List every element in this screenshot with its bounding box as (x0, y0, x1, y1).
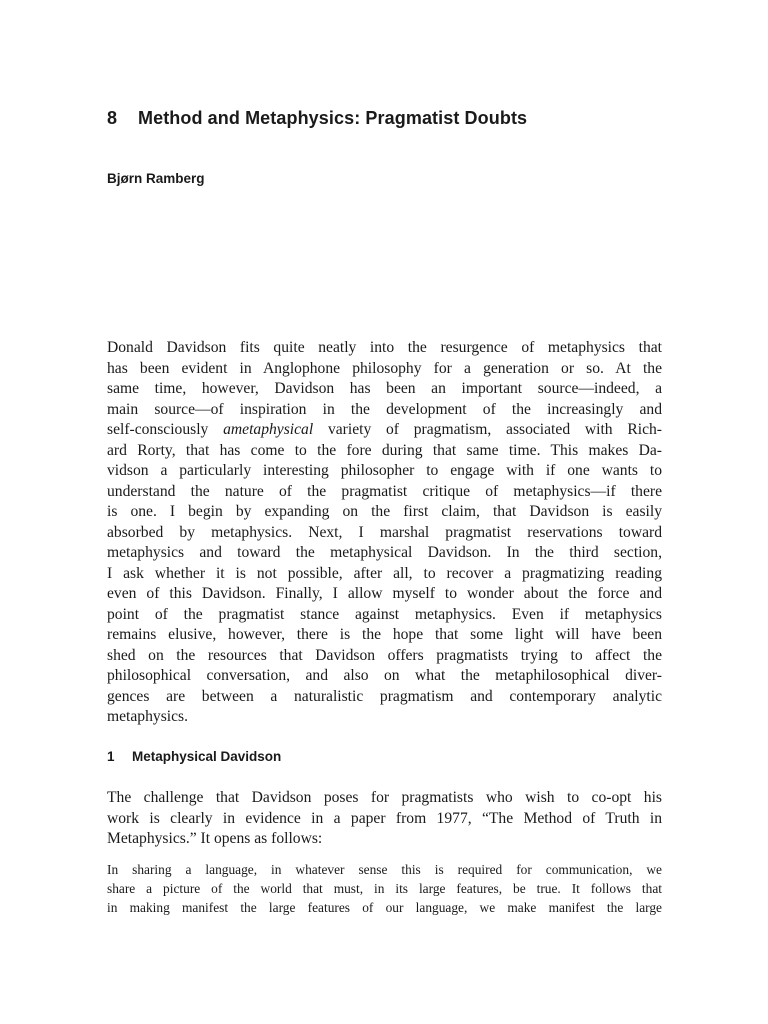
italic-term: ametaphysical (223, 421, 314, 438)
chapter-title-text: Method and Metaphysics: Pragmatist Doubts (138, 108, 528, 128)
text-line: metaphysics. (107, 708, 188, 725)
intro-paragraph (107, 338, 662, 728)
text-line: shed on the resources that Davidson offers pragmatists trying to affect the (107, 646, 662, 664)
block-quote (107, 860, 662, 917)
text-line: point of the pragmatist stance against metaphysics. Even if metaphysics (107, 605, 662, 623)
text-line-with-italic (107, 420, 662, 441)
text-line: work is clearly in evidence in a paper from 1977, “The Method of Truth in (107, 809, 662, 827)
text-line: main source—of inspiration in the development of the increasingly and (107, 400, 662, 418)
book-page (107, 0, 662, 1024)
text-line: vidson a particularly interesting philosopher to engage with if one wants to (107, 462, 662, 479)
text-line: philosophical conversation, and also on what the metaphilosophical diver- (107, 667, 662, 684)
chapter-title (107, 108, 662, 129)
text-line: Metaphysics.” It opens as follows: (107, 830, 323, 847)
section-heading (107, 749, 281, 764)
text-fragment: variety of pragmatism, associated with Rich- (327, 421, 662, 438)
text-line: ard Rorty, that has come to the fore during that same time. This makes Da- (107, 441, 662, 459)
text-line: metaphysics and toward the metaphysical Davidson. In the third section, (107, 544, 662, 561)
text-line: is one. I begin by expanding on the first claim, that Davidson is easily (107, 503, 662, 520)
section-number: 1 (107, 749, 115, 764)
text-line: even of this Davidson. Finally, I allow myself to wonder about the force and (107, 585, 662, 602)
author-name: Bjørn Ramberg (107, 171, 205, 186)
text-line: remains elusive, however, there is the hope that some light will have been (107, 626, 662, 643)
quote-line: in making manifest the large features of our language, we make manifest the large (107, 900, 662, 915)
quote-line: In sharing a language, in whatever sense this is required for communication, we (107, 862, 662, 877)
text-line: I ask whether it is not possible, after all, to recover a pragmatizing reading (107, 564, 662, 582)
text-line: Donald Davidson fits quite neatly into the resurgence of metaphysics that (107, 339, 662, 356)
text-line: gences are between a naturalistic pragmatism and contemporary analytic (107, 687, 662, 705)
text-line: understand the nature of the pragmatist critique of metaphysics—if there (107, 482, 662, 500)
section-paragraph (107, 788, 662, 850)
text-line: same time, however, Davidson has been an important source—indeed, a (107, 380, 662, 397)
text-line: The challenge that Davidson poses for pragmatists who wish to co-opt his (107, 789, 662, 806)
quote-line: share a picture of the world that must, in its large features, be true. It follows that (107, 881, 662, 896)
section-title: Metaphysical Davidson (132, 749, 282, 764)
chapter-number: 8 (107, 108, 118, 128)
text-line: has been evident in Anglophone philosophy for a generation or so. At the (107, 359, 662, 377)
text-fragment: self-consciously (107, 421, 209, 438)
text-line: absorbed by metaphysics. Next, I marshal pragmatist reservations toward (107, 523, 662, 541)
